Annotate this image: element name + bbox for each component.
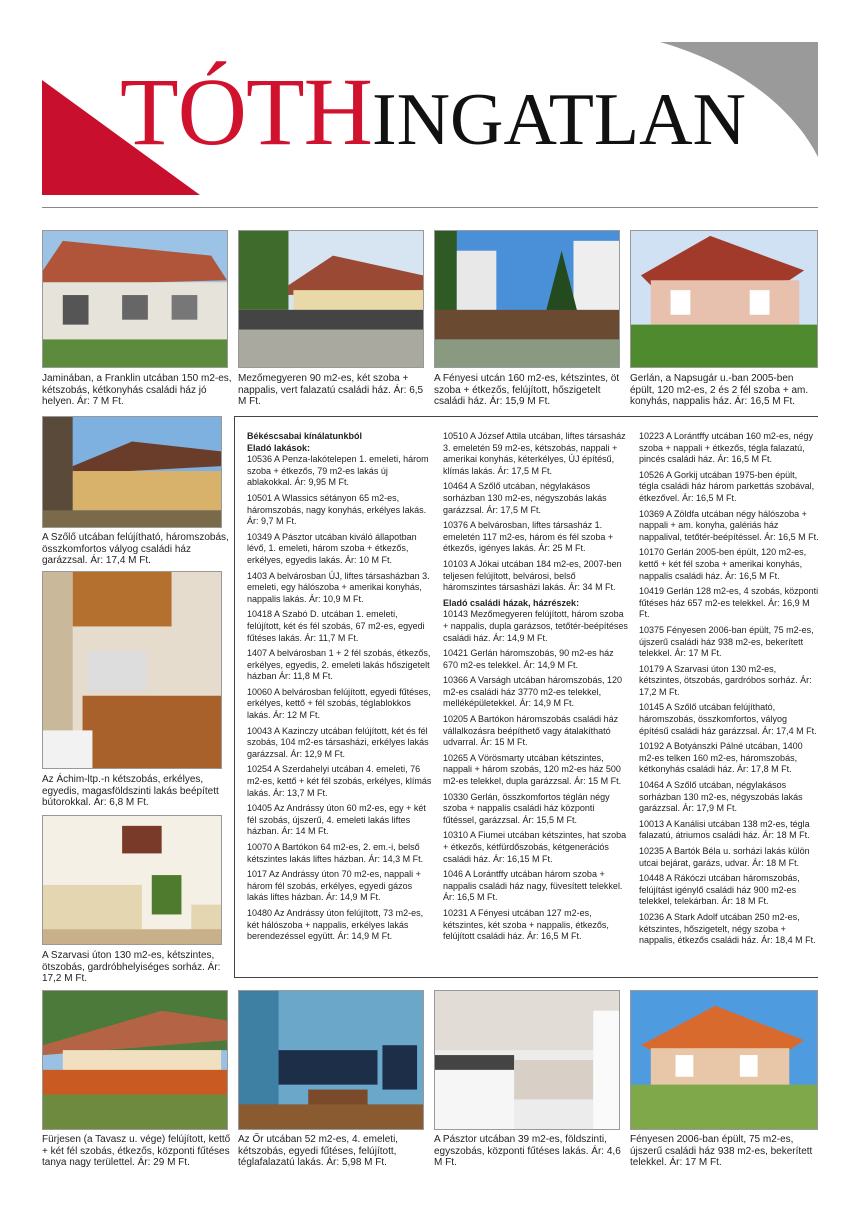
listing-item: 10526 A Gorkij utcában 1975-ben épült, tégla családi ház három parkettás szobával, étkezővel. Ár: 16,5 M Ft. (639, 469, 815, 503)
listing-item: 10375 Fényesen 2006-ban épült, 75 m2-es, újszerű családi ház 938 m2-es, bekerített telekkel. Ár: 17 M Ft. (639, 624, 814, 659)
photo-house-gerla-napsugar (630, 230, 818, 368)
listing-item: 10448 A Rákóczi utcában háromszobás, felújítást igénylő családi ház 900 m2-es telekkel, telekárban. Ár: 18 M Ft. (639, 873, 800, 907)
listings-column-1 (247, 431, 433, 947)
listing-item: 10464 A Szőlő utcában, négylakásos sorházban 130 m2-es, négyszobás lakás garázzsal. Ár: 17,5 M Ft. (443, 481, 607, 515)
photo-livingroom-szarvasi (42, 815, 222, 945)
photo-caption: A Szarvasi úton 130 m2-es, kétszintes, ötszobás, gardróbhelyiséges sorház. Ár: 17,2 M Ft. (42, 950, 221, 984)
photo-house-szolo (42, 416, 222, 528)
listing-item: 10405 Az Andrássy úton 60 m2-es, egy + két fél szobás, újszerű, 4. emeleti lakás liftes házban. Ár: 14 M Ft. (247, 803, 426, 837)
listing-item: 10060 A belvárosban felújított, egyedi fűtéses, erkélyes, kettő + fél szobás, téglablokkos lakás. Ár: 12 M Ft. (247, 686, 431, 721)
listing-item: 10254 A Szerdahelyi utcában 4. emeleti, 76 m2-es, kettő + két fél szobás, erkélyes, klímás lakás. Ár: 13,7 M Ft. (247, 764, 432, 798)
photo-caption: A Fényesi utcán 160 m2-es, kétszintes, öt szoba + étkezős, felújított, hőszigetelt családi ház. Ár: 15,9 M Ft. (434, 373, 620, 407)
listing-item: 10235 A Bartók Béla u. sorházi lakás külön utcai bejárat, garázs, udvar. Ár: 18 M Ft. (639, 846, 810, 868)
photo-house-fenyesi (434, 230, 620, 368)
listing-item: 10501 A Wlassics sétányon 65 m2-es, háromszobás, nagy konyhás, erkélyes lakás. Ár: 9,7 M Ft. (247, 492, 427, 527)
photo-house-mezomegyer (238, 230, 424, 368)
photo-kitchen-achim (42, 571, 222, 769)
listing-item: 1017 Az Andrássy úton 70 m2-es, nappali + három fél szobás, erkélyes, egyedi gázos lakás liftes házban. Ár: 14,9 M Ft. (247, 869, 421, 903)
photo-tanya-furjes (42, 990, 228, 1130)
listing-item: 10231 A Fényesi utcában 127 m2-es, kétszintes, két szoba + nappalis, étkezős, felújított családi ház. Ár: 16,5 M Ft. (443, 907, 609, 942)
photo-caption: Gerlán, a Napsugár u.-ban 2005-ben épült, 120 m2-es, 2 és 2 fél szoba + am. konyhás, nappalis ház. Ár: 16,5 M Ft. (630, 373, 809, 407)
listing-item: 10464 A Szőlő utcában, négylakásos sorházban 130 m2-es, négyszobás lakás garázzsal. Ár: 17,9 M Ft. (639, 780, 803, 814)
listing-item: 10043 A Kazinczy utcában felújított, két és fél szobás, 104 m2-es társasházi, erkélyes lakás garázzsal. Ár: 12,9 M Ft. (247, 725, 429, 759)
listing-item: 10265 A Vörösmarty utcában kétszintes, nappali + három szobás, 120 m2-es ház 500 m2-es telekkel, dupla garázzsal. Ár: 15 M Ft. (443, 752, 622, 787)
photo-caption: Az Áchim-ltp.-n kétszobás, erkélyes, egyedis, magasföldszinti lakás beépített bútorokkal. Ár: 6,8 M Ft. (42, 774, 219, 808)
listing-item: 10170 Gerlán 2005-ben épült, 120 m2-es, kettő + két fél szoba + amerikai konyhás, nappalis családi ház. Ár: 16,5 M Ft. (639, 547, 807, 581)
listing-item: 10510 A József Attila utcában, liftes társasház 3. emeletén 59 m2-es, kétszobás, nappali + amerikai konyhás, kéterkélyes, ÚJ építésű, klímás lakás. Ár: 17,5 M Ft. (443, 431, 626, 476)
listing-item: 10145 A Szőlő utcában felújítható, háromszobás, összkomfortos, vályog építésű családi ház garázzsal. Ár: 17,4 M Ft. (639, 702, 817, 736)
listing-item: 10013 A Kanálisi utcában 138 m2-es, tégla falazatú, átriumos családi ház. Ár: 18 M Ft. (639, 818, 810, 841)
photo-caption: A Szőlő utcában felújítható, háromszobás, összkomfortos vályog családi ház garázzsal. Ár: 17,4 M Ft. (42, 532, 229, 566)
listing-item: 10179 A Szarvasi úton 130 m2-es, kétszintes, ötszobás, gardróbos sorház. Ár: 17,2 M Ft. (639, 663, 812, 697)
listing-item: 10349 A Pásztor utcában kiváló állapotban lévő, 1. emeleti, három szoba + étkezős, erkélyes, egyedis lakás. Ár: 10 M Ft. (247, 531, 417, 565)
photo-kitchen-pasztor (434, 990, 620, 1130)
listing-item: 10103 A Jókai utcában 184 m2-es, 2007-ben teljesen felújított, belvárosi, belső háromszintes társasházi lakás. Ár: 34 M Ft. (443, 558, 622, 593)
listing-item: 10366 A Varságh utcában háromszobás, 120 m2-es családi ház 3770 m2-es telekkel, melléképületekkel. Ár: 14,9 M Ft. (443, 675, 622, 709)
listings-box (234, 416, 818, 978)
listing-item: 10070 A Bartókon 64 m2-es, 2. em.-i, belső kétszintes lakás liftes házban. Ár: 14,3 M Ft. (247, 842, 424, 864)
listing-item: 10330 Gerlán, összkomfortos téglán négy szoba + nappalis családi ház központi fűtéssel, garázzsal. Ár: 15,5 M Ft. (443, 791, 610, 825)
listing-item: 10419 Gerlán 128 m2-es, 4 szobás, központi fűtéses ház 657 m2-es telekkel. Ár: 16,9 M Ft. (639, 586, 819, 620)
listings-column-2 (443, 431, 629, 947)
listing-item: 1407 A belvárosban 1 + 2 fél szobás, étkezős, erkélyes, egyedis, 2. emeleti lakás hőszigetelt házban Ár: 11,8 M Ft. (247, 648, 431, 682)
listing-item: 10421 Gerlán háromszobás, 90 m2-es ház 670 m2-es telekkel. Ár: 14,9 M Ft. (443, 648, 614, 670)
logo-toth: TÓTH (120, 58, 372, 165)
photo-caption: A Pásztor utcában 39 m2-es, földszinti, egyszobás, központi fűtéses lakás. Ár: 4,6 M Ft. (434, 1134, 621, 1168)
header-divider (42, 207, 818, 208)
listings-column-3 (639, 431, 819, 951)
photo-livingroom-or (238, 990, 424, 1130)
listing-item: 10192 A Botyánszki Pálné utcában, 1400 m2-es telken 160 m2-es, háromszobás, kétkonyhás családi ház. Ár: 17,8 M Ft. (639, 741, 803, 775)
listing-item: 1403 A belvárosban ÚJ, liftes társasházban 3. emeleti, egy hálószoba + amerikai konyhás, nappalis lakás. Ár: 10,9 M Ft. (247, 570, 430, 604)
listings-heading: Békéscsabai kínálatunkból (247, 431, 363, 441)
photo-caption: Mezőmegyeren 90 m2-es, két szoba + nappalis, vert falazatú családi ház. Ár: 6,5 M Ft. (238, 373, 424, 407)
listings-subheading-houses: Eladó családi házak, házrészek: (443, 597, 580, 608)
listing-item: 10310 A Fiumei utcában kétszintes, hat szoba + étkezős, kétfürdőszobás, kétgenerációs családi ház. Ár: 16,15 M Ft. (443, 830, 627, 864)
logo-ingatlan: INGATLAN (371, 79, 746, 161)
listing-item: 10143 Mezőmegyeren felújított, három szoba + nappalis, dupla garázsos, tetőtér-beépítéses családi ház. Ár: 14,9 M Ft. (443, 609, 628, 643)
photo-caption: Fényesen 2006-ban épült, 75 m2-es, újszerű családi ház 938 m2-es, bekerített telekkel. Ár: 17 M Ft. (630, 1134, 813, 1168)
listing-item: 10369 A Zöldfa utcában négy hálószoba + nappali + am. konyha, galériás ház nappalival, tetőtér-beépítéssel. Ár: 16,5 M Ft. (639, 508, 819, 542)
listings-subheading-flats: Eladó lakások: (247, 442, 311, 453)
listing-item: 10418 A Szabó D. utcában 1. emeleti, felújított, két és fél szobás, 67 m2-es, egyedi fűtéses lakás. Ár: 11,7 M Ft. (247, 609, 425, 643)
listing-item: 10536 A Penza-lakótelepen 1. emeleti, három szoba + étkezős, 79 m2-es lakás új ablakokkal. Ár: 9,95 M Ft. (247, 454, 429, 488)
photo-caption: Az Őr utcában 52 m2-es, 4. emeleti, kétszobás, egyedi fűtéses, felújított, téglafalazatú lakás. Ár: 5,98 M Ft. (238, 1134, 399, 1168)
photo-caption: Jaminában, a Franklin utcában 150 m2-es, kétszobás, kétkonyhás családi ház jó helyen. Ár: 7 M Ft. (42, 373, 232, 407)
logo (120, 58, 746, 174)
listing-item: 10236 A Stark Adolf utcában 250 m2-es, kétszintes, hőszigetelt, négy szoba + nappalis, étkezős családi ház. Ár: 18,4 M Ft. (639, 911, 816, 946)
listing-item: 10223 A Lorántffy utcában 160 m2-es, négy szoba + nappali + étkezős, tégla falazatú, pincés családi ház. Ár: 16,5 M Ft. (639, 431, 813, 465)
photo-house-franklin (42, 230, 228, 368)
listing-item: 10376 A belvárosban, liftes társasház 1. emeletén 117 m2-es, három és fél szoba + étkezős, igényes lakás. Ár: 25 M Ft. (443, 520, 614, 554)
listing-item: 1046 A Lorántffy utcában három szoba + nappalis családi ház nagy, füvesített telekkel. Ár: 16,5 M Ft. (443, 869, 623, 903)
photo-caption: Fürjesen (a Tavasz u. vége) felújított, kettő + két fél szobás, étkezős, központi fűtéses tanya nagy területtel. Ár: 29 M Ft. (42, 1134, 231, 1168)
listing-item: 10480 Az Andrássy úton felújított, 73 m2-es, két hálószoba + nappalis, erkélyes lakás berendezéssel együtt. Ár: 14,9 M Ft. (247, 907, 424, 942)
listing-item: 10205 A Bartókon háromszobás családi ház vállalkozásra beépíthető vagy átalakítható udvarral. Ár: 15 M Ft. (443, 714, 619, 748)
photo-house-fenyes (630, 990, 818, 1130)
